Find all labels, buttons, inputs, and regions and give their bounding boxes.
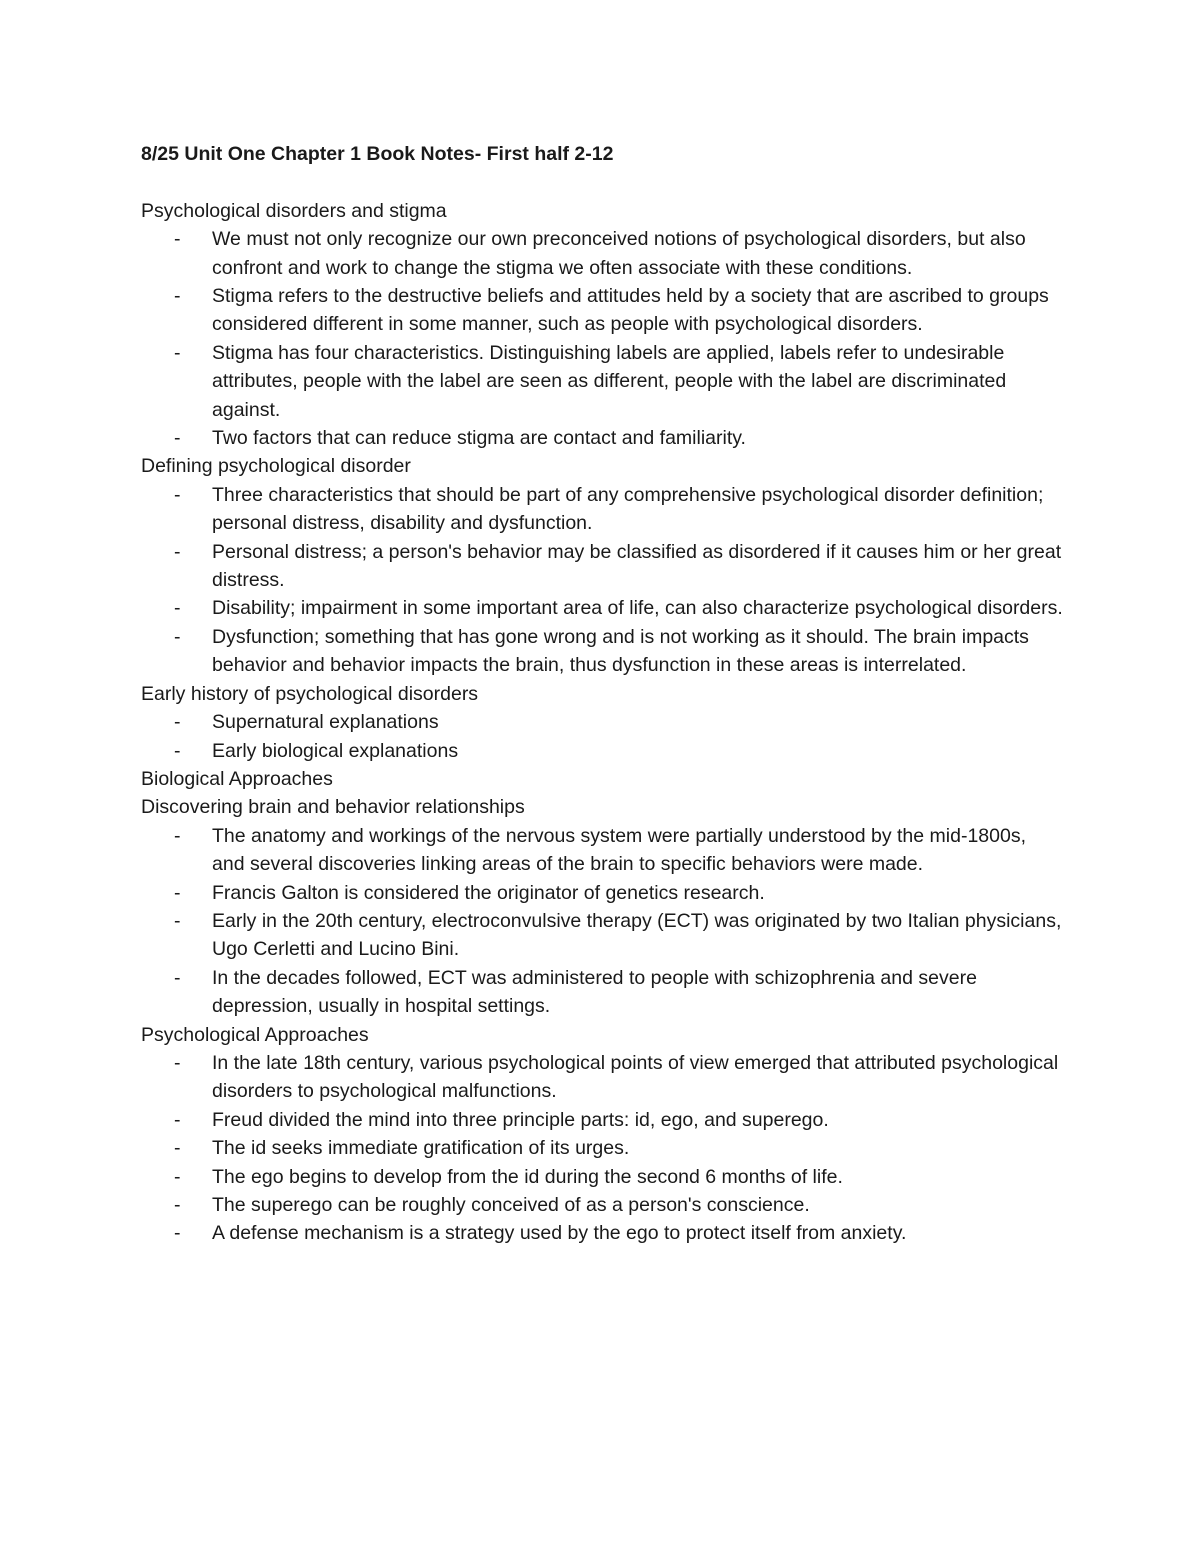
list-item-text: We must not only recognize our own preconceived notions of psychological disorders, but also confront and work to change the stigma we often associate with these conditions. [212, 228, 1026, 279]
section-heading: Early history of psychological disorders [141, 682, 479, 705]
section-heading: Biological Approaches [141, 767, 333, 790]
list-item: - Stigma has four characteristics. Distinguishing labels are applied, labels refer to undesirable attributes, people with the label are seen as different, people with the label are discriminated against. [174, 341, 1007, 421]
section-heading: Psychological disorders and stigma [141, 199, 447, 222]
list-item-text: Stigma has four characteristics. Distinguishing labels are applied, labels refer to undesirable attributes, people with the label are seen as different, people with the label are discriminated against. [212, 341, 1007, 421]
list-item: - Freud divided the mind into three principle parts: id, ego, and superego. [174, 1108, 829, 1131]
list-item: - Stigma refers to the destructive beliefs and attitudes held by a society that are ascribed to groups considered different in some manner, such as people with psychological disorders. [174, 285, 1049, 336]
list-item-text: Freud divided the mind into three principle parts: id, ego, and superego. [212, 1108, 829, 1131]
list-item: - The superego can be roughly conceived of as a person's conscience. [174, 1194, 810, 1217]
list-item-text: Stigma refers to the destructive beliefs and attitudes held by a society that are ascribed to groups considered different in some manner, such as people with psychological disorders. [212, 285, 1049, 336]
document-page [141, 140, 1071, 1248]
list-item-text: The id seeks immediate gratification of its urges. [212, 1137, 630, 1160]
list-item: - Early in the 20th century, electroconvulsive therapy (ECT) was originated by two Italian physicians, Ugo Cerletti and Lucino Bini. [174, 909, 1062, 961]
list-item-text: Disability; impairment in some important area of life, can also characterize psychological disorders. [212, 597, 1063, 620]
section-brain-behavior [141, 793, 1071, 1020]
list-item: - Supernatural explanations [174, 711, 439, 734]
section-defining [141, 452, 1071, 679]
list-item: - In the late 18th century, various psychological points of view emerged that attributed psychological disorders to psychological malfunctions. [174, 1051, 1059, 1103]
list-item-text: The superego can be roughly conceived of as a person's conscience. [212, 1194, 810, 1217]
bullet-list [141, 225, 1071, 452]
bullet-list [141, 822, 1071, 1021]
section-psychological [141, 1021, 1071, 1248]
list-item-text: Early biological explanations [212, 739, 459, 762]
list-item: - Francis Galton is considered the originator of genetics research. [174, 881, 765, 904]
list-item: - In the decades followed, ECT was administered to people with schizophrenia and severe depression, usually in hospital settings. [174, 966, 977, 1018]
list-item: - Two factors that can reduce stigma are contact and familiarity. [174, 427, 746, 450]
list-item-text: Three characteristics that should be part of any comprehensive psychological disorder definition; personal distress, disability and dysfunction. [212, 483, 1044, 535]
document-title: 8/25 Unit One Chapter 1 Book Notes- First half 2-12 [141, 143, 614, 165]
list-item-text: Two factors that can reduce stigma are contact and familiarity. [212, 427, 746, 450]
list-item-text: Dysfunction; something that has gone wrong and is not working as it should. The brain impacts behavior and behavior impacts the brain, thus dysfunction in these areas is interrelated. [212, 625, 1029, 677]
list-item: - The ego begins to develop from the id during the second 6 months of life. [174, 1165, 843, 1188]
list-item-text: In the late 18th century, various psychological points of view emerged that attributed psychological disorders to psychological malfunctions. [212, 1051, 1059, 1103]
section-biological [141, 765, 1071, 793]
list-item-text: Francis Galton is considered the originator of genetics research. [212, 881, 765, 904]
list-item: - The anatomy and workings of the nervous system were partially understood by the mid-1800s, and several discoveries linking areas of the brain to specific behaviors were made. [174, 824, 1027, 876]
title-spacer [141, 168, 1071, 196]
list-item-text: The anatomy and workings of the nervous system were partially understood by the mid-1800s, and several discoveries linking areas of the brain to specific behaviors were made. [212, 824, 1027, 876]
bullet-list [141, 1049, 1071, 1248]
section-stigma [141, 197, 1071, 453]
list-item-text: In the decades followed, ECT was administered to people with schizophrenia and severe depression, usually in hospital settings. [212, 966, 977, 1018]
list-item: - Early biological explanations [174, 739, 459, 762]
list-item-text: Personal distress; a person's behavior may be classified as disordered if it causes him or her great distress. [212, 540, 1062, 592]
list-item-text: Early in the 20th century, electroconvulsive therapy (ECT) was originated by two Italian physicians, Ugo Cerletti and Lucino Bini. [212, 909, 1062, 961]
section-heading: Psychological Approaches [141, 1023, 369, 1046]
list-item: - We must not only recognize our own preconceived notions of psychological disorders, but also confront and work to change the stigma we often associate with these conditions. [174, 228, 1026, 279]
list-item: - The id seeks immediate gratification of its urges. [174, 1137, 630, 1160]
list-item-text: A defense mechanism is a strategy used by the ego to protect itself from anxiety. [212, 1222, 907, 1245]
list-item: - Three characteristics that should be part of any comprehensive psychological disorder definition; personal distress, disability and dysfunction. [174, 483, 1044, 535]
list-item: - Disability; impairment in some important area of life, can also characterize psychological disorders. [174, 597, 1063, 620]
bullet-list [141, 708, 1071, 765]
list-item: - A defense mechanism is a strategy used by the ego to protect itself from anxiety. [174, 1222, 907, 1245]
list-item-text: The ego begins to develop from the id during the second 6 months of life. [212, 1165, 843, 1188]
list-item-text: Supernatural explanations [212, 711, 439, 734]
bullet-list [141, 481, 1071, 680]
section-heading: Defining psychological disorder [141, 455, 411, 478]
list-item: - Dysfunction; something that has gone wrong and is not working as it should. The brain impacts behavior and behavior impacts the brain, thus dysfunction in these areas is interrelated. [174, 625, 1029, 677]
section-heading: Discovering brain and behavior relationships [141, 796, 525, 819]
section-early-history [141, 680, 1071, 765]
list-item: - Personal distress; a person's behavior may be classified as disordered if it causes him or her great distress. [174, 540, 1062, 592]
